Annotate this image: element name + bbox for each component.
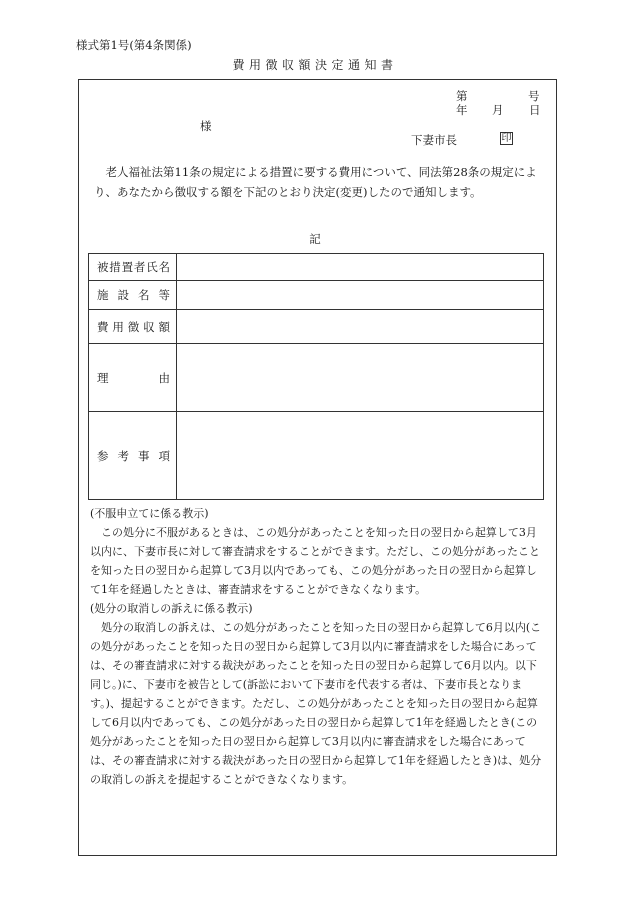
label-char: 考 bbox=[117, 448, 129, 463]
table-row bbox=[89, 412, 544, 500]
details-table bbox=[88, 253, 544, 500]
label-char: 被 bbox=[97, 260, 109, 274]
issuer-name: 下妻市長 bbox=[411, 133, 457, 147]
row-value-facility bbox=[177, 281, 544, 310]
notice-section bbox=[90, 504, 546, 789]
table-row bbox=[89, 310, 544, 344]
row-label-reason bbox=[89, 344, 177, 412]
label-char: 項 bbox=[158, 448, 170, 463]
label-char: 費 bbox=[97, 319, 109, 334]
table-row bbox=[89, 281, 544, 310]
row-value-amount bbox=[177, 310, 544, 344]
row-value-reason bbox=[177, 344, 544, 412]
day-label: 日 bbox=[529, 103, 541, 117]
row-label-name bbox=[89, 254, 177, 281]
lawsuit-heading: (処分の取消しの訴えに係る教示) bbox=[90, 602, 253, 615]
table-row bbox=[89, 344, 544, 412]
label-char: 等 bbox=[158, 288, 170, 302]
lawsuit-text: 処分の取消しの訴えは、この処分があったことを知った日の翌日から起算して6月以内(この処分があったことを知った日の翌日から起算して3月以内に審査請求をした場合にあっては、その審査請求に対する裁決があったことを知った日の翌日から起算して6月以内。以下同じ。)に、下妻市を被告として(訴訟において下妻市を代表する者は、下妻市長となります。)、提起することができます。ただし、この処分があったことを知った日の翌日から起算して6月以内であっても、この処分があった日の翌日から起算して1年を経過したとき(この処分があったことを知った日の翌日から起算して3月以内に審査請求をした場合にあっては、その審査請求に対する裁決があった日の翌日から起算して1年を経過したとき)は、処分の取消しの訴えを提起することができなくなります。 bbox=[90, 621, 542, 786]
appeal-text: この処分に不服があるときは、この処分があったことを知った日の翌日から起算して3月以内に、下妻市長に対して審査請求をすることができます。ただし、この処分があったことを知った日の翌日から起算して3月以内であっても、この処分があった日の翌日から起算して1年を経過したときは、審査請求をすることができなくなります。 bbox=[90, 526, 541, 596]
document-title: 費用徴収額決定通知書 bbox=[232, 58, 398, 72]
row-value-name bbox=[177, 254, 544, 281]
label-char: 収 bbox=[143, 319, 155, 334]
row-label-amount bbox=[89, 310, 177, 344]
form-number: 様式第1号(第4条関係) bbox=[76, 38, 192, 52]
row-label-text bbox=[97, 259, 170, 275]
label-char: 由 bbox=[158, 370, 170, 385]
row-label-text bbox=[97, 287, 170, 303]
row-label-facility bbox=[89, 281, 177, 310]
addressee-suffix: 様 bbox=[200, 119, 212, 133]
row-label-text bbox=[97, 370, 170, 386]
row-label-notes bbox=[89, 412, 177, 500]
label-char: 氏 bbox=[146, 260, 158, 274]
label-char: 額 bbox=[158, 319, 170, 334]
label-char: 名 bbox=[158, 260, 170, 274]
row-label-text bbox=[97, 448, 170, 464]
label-char: 参 bbox=[97, 448, 109, 463]
year-label: 年 bbox=[456, 103, 468, 117]
label-char: 理 bbox=[97, 370, 109, 385]
label-char: 者 bbox=[133, 260, 146, 274]
label-char: 置 bbox=[121, 260, 134, 274]
row-label-text bbox=[97, 319, 170, 335]
label-char: 名 bbox=[138, 288, 150, 302]
month-label: 月 bbox=[492, 103, 504, 117]
number-suffix: 号 bbox=[528, 89, 540, 103]
label-char: 事 bbox=[138, 448, 150, 463]
label-char: 徴 bbox=[127, 319, 140, 334]
body-text: 老人福祉法第11条の規定による措置に要する費用について、同法第28条の規定により、あなたから徴収する額を下記のとおり決定(変更)したので通知します。 bbox=[94, 165, 537, 199]
seal-mark: 印 bbox=[501, 133, 512, 144]
label-char: 措 bbox=[109, 260, 121, 274]
ki-heading: 記 bbox=[309, 232, 321, 246]
label-char: 施 bbox=[97, 288, 109, 302]
row-value-notes bbox=[177, 412, 544, 500]
label-char: 用 bbox=[112, 319, 124, 334]
number-label: 第 bbox=[456, 89, 468, 103]
appeal-heading: (不服申立てに係る教示) bbox=[90, 507, 209, 520]
table-row bbox=[89, 254, 544, 281]
label-char: 設 bbox=[117, 288, 129, 302]
